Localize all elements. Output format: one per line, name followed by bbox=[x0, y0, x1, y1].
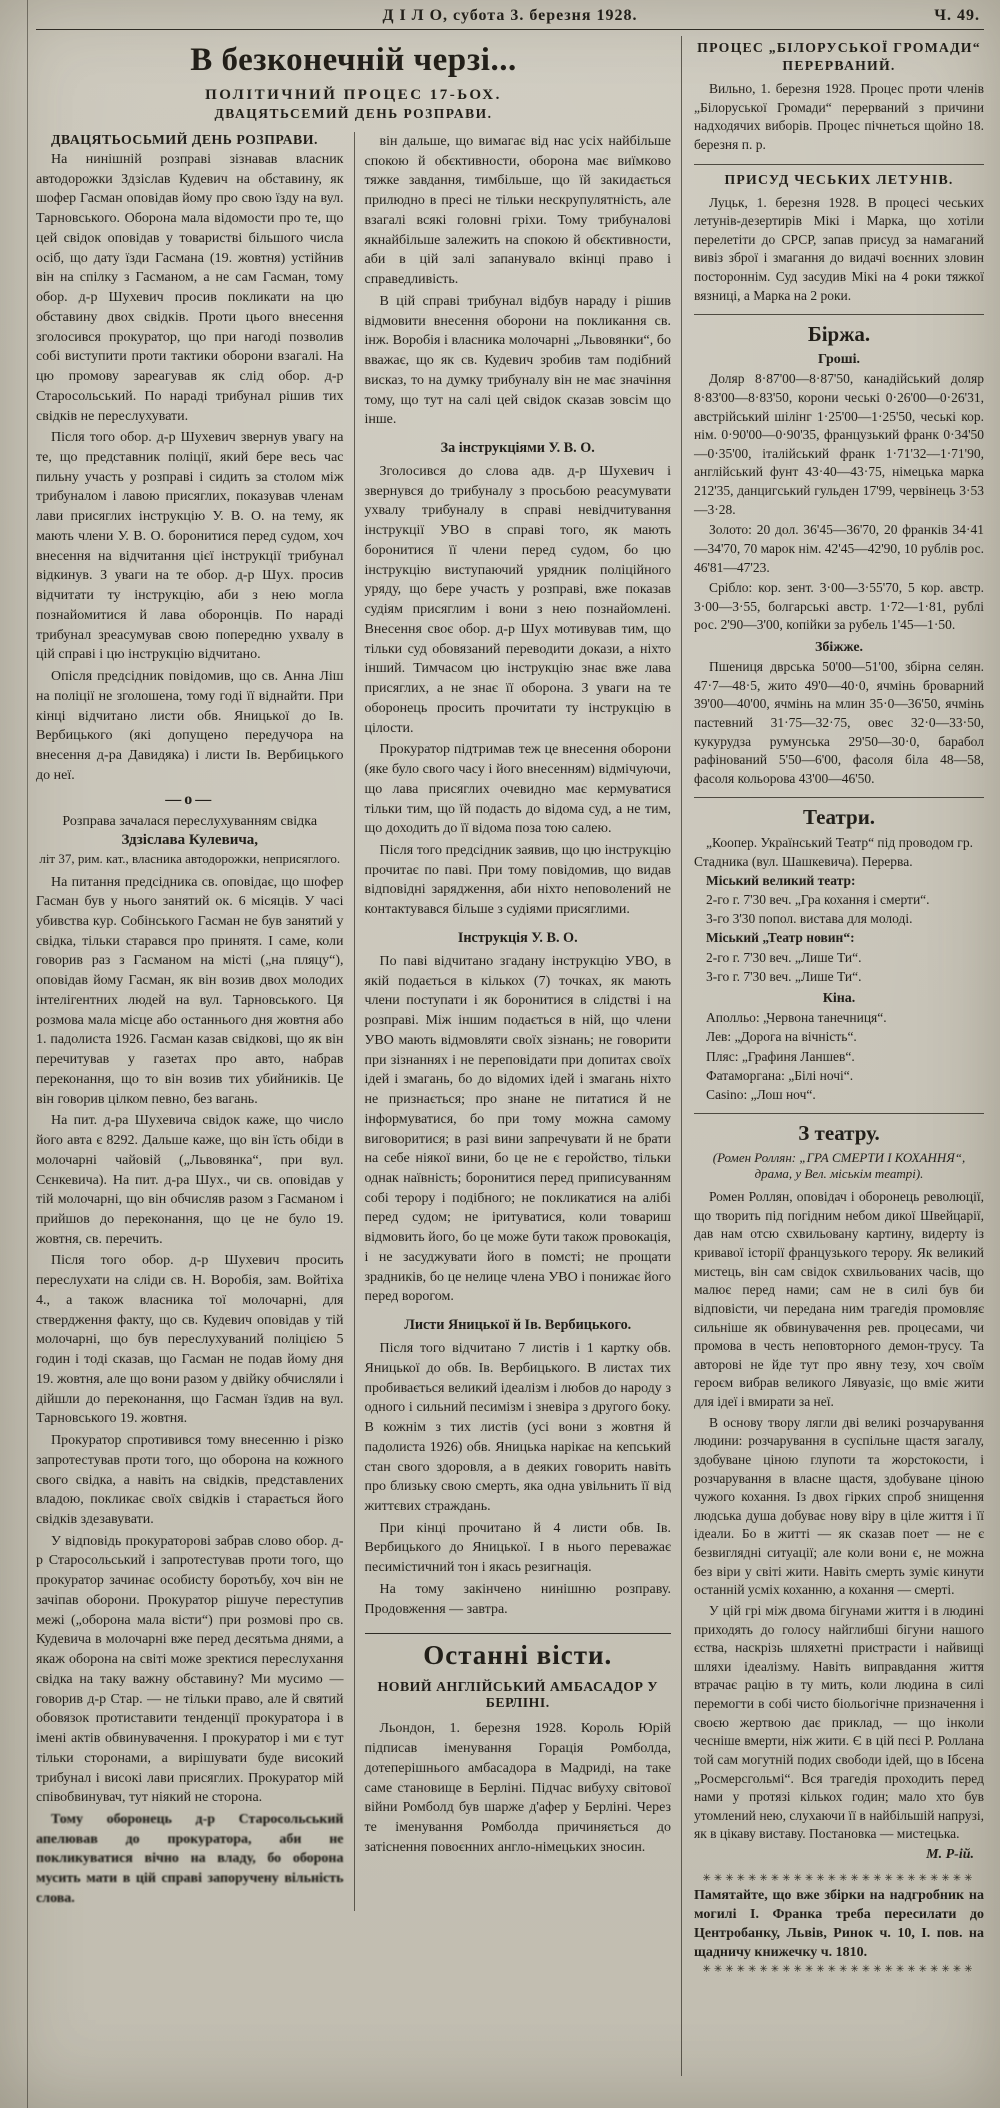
cinema-listing: Лев: „Дорога на вічність“. bbox=[706, 1029, 857, 1045]
crosshead-letters: Листи Яницької й Ів. Вербицького. bbox=[404, 1317, 632, 1334]
section-rule bbox=[694, 1113, 984, 1114]
section-rule bbox=[694, 164, 984, 165]
paragraph: У відповідь прокураторові забрав слово обор. д-р Старосольський і запротестував проти того, що прокуратор зачинає особисту боротьбу, хоч він не зачіпав оборони. Прокуратор рішуче переступив межі („оборона мала вісти“) при розмові про св. Кудевича в молочарні вже перед десятьма днями, а якаж оборона на світі може зректися переслухання свідка на таку важну обставину? Ми мусимо — говорив д-р Стар. — не тільки право, але й святий обовязок протиставити тенденції прокуратора і в імені актів обвинувачення. І прокуратор і ми є тут тільки сторонами, а вирішувати буде високий трибунал і високі лави присяглих. Прокуратор мій співобвинувач, тут ніякий не сторона. bbox=[36, 1533, 344, 1806]
witness-description: літ 37, рим. кат., власника автодорожки, неприсяглого. bbox=[39, 850, 341, 866]
masthead-title bbox=[382, 7, 637, 24]
theatre-listing: 3-го г. 7'30 веч. „Лише Ти“. bbox=[706, 968, 862, 984]
section-separator: —о— bbox=[165, 790, 215, 808]
paragraph: По паві відчитано згадану інструкцію УВО, в якій подається в кількох (7) точках, як мають члени поступати і як боронитися в слідстві і на розправі. Між іншим подається в ній, що члени УВО мають відмовляти своїх зізнань; не говорити при зізнаннях і не переповідати при допитах своїх ідей і змагань, бо до відомих ідей і змагань ніхто не признається; про знане не питатися й не інформуватися, бо при тому можна самому виговоритися; в разі вини запречувати й не брати на себе ніякої вини, бо це не є геройство, тільки однак наївність; боронитися перед приписуванням собі терору і подібного; не покликатися на алібі перед судом; не іритуватися, коли товариш відмовить його, бо це може бути також провокація, і не засуджувати його в помсті; не прощати зрадників, бо це нелице члена УВО і понижає його перед ворогом. bbox=[364, 953, 671, 1305]
review-paragraph: В основу твору лягли дві великі розчарування людини: розчарування в суспільне щастя загалу, здобуване ціною глупоти та жорстокости, і розчарування в власне щастя, здобуване ціною чужого кохання. Із двох гірких спроб знищення людська душа добуває нову віру в ціле життя і її ідеали. Бо в житті — як сказав поет — не є безвиглядні ситуації; але коли вони є, не можна без віри у світі жити. Навіть смерть зуміє кинути останній усміх коханню, а кохання — смерті. bbox=[694, 1414, 984, 1598]
main-headline: В безконечній черзі... bbox=[190, 42, 517, 78]
section-rule bbox=[694, 797, 984, 798]
grain-subtitle: Збіжже. bbox=[814, 640, 864, 655]
review-signature: М. Р-ій. bbox=[926, 1847, 974, 1863]
theatre-review-title: З театру. bbox=[798, 1121, 880, 1146]
review-paragraph: У цій грі між двома бігунами життя і в людині приходять до голосу найглибші бігуни нашого єства, наскрізь шляхетні пристрасти і найвищі шляхи ідеалізму. Навіть виправдання життя втрачає рацію в ту мить, коли людина в силі перемогти в собі чисто біольогічне призначення і своєю жертвою дає приклад, — що інколи чесніше вмерти, ніж жити. Є в цій пєсі Р. Роллана той сам могутній подих свободи ідей, що в Ібсена „Росмерсгольмі“. Вся трагедія проходить перед нами у протязі кількох годин; мало хто був утомлений нею, слухаючи її в найбільшій напрузі, як в цікаву виставу. Постановка — мистецька. bbox=[694, 1602, 984, 1842]
section-rule bbox=[694, 314, 984, 315]
main-article bbox=[36, 36, 681, 2076]
paragraph: Льондон, 1. березня 1928. Король Юрій підписав іменування Горація Ромболда, дотеперішнього амбасадора в Мадриді, на таке саме становище в Берліні. Підчас вибуху світової війни Ромболд був шарже д'афер у Берліні. Через те іменування Ромболда причиняється до затіснення повоєнних англо-німецьких зносин. bbox=[364, 1721, 671, 1855]
theatre-listing: „Коопер. Український Театр“ під проводом гр. Стадника (вул. Шашкевича). Перерва. bbox=[694, 835, 973, 869]
article-column-1 bbox=[36, 132, 354, 1911]
issue-number: Ч. 49. bbox=[934, 7, 980, 24]
silver-rates: Срібло: кор. зент. 3·00—3·55'70, 5 кор. австр. 3·00—3·55, болгарські австр. 1·72—1·81, рублі рос. 2'90—3'00, копійки за рубель 1'45—1·50. bbox=[694, 580, 984, 633]
ad-text: Памятайте, що вже збірки на надгробник на могилі І. Франка треба пересилати до Центробанку, Львів, Ринок ч. 10, І. пов. на щадничу книжечку ч. 1810. bbox=[694, 1888, 984, 1961]
theatre-review-subtitle: (Ромен Роллян: „ГРА СМЕРТИ І КОХАННЯ“, драма, у Вел. міськім театрі). bbox=[712, 1150, 966, 1182]
latest-news-headline: НОВИЙ АНГЛІЙСЬКИЙ АМБАСАДОР У БЕРЛІНІ. bbox=[377, 1679, 659, 1711]
grain-prices: Пшениця дврська 50'00—51'00, збірна селян. 47·7—48·5, жито 49'0—40·0, ячмінь броварний 39'00—40'00, ячмінь на млин 35·0—36'50, ячмінь пастевний 31·75—32·75, овес 32·0—33·50, кукурудза румунська 29'50—30·0, барабол рафінований 5'50—6'00, фасоля біла 48—58, фасоля кольорова 43'00—46'50. bbox=[694, 659, 984, 786]
paragraph: Після того предсідник заявив, що цю інструкцію прочитає по паві. При тому повідомив, що видав відповідні зарядження, аби ніхто неповолений не контактувався більше з судіями присяглими. bbox=[364, 842, 671, 918]
paragraph: Після того обор. д-р Шухевич звернув увагу на те, що представник поліції, який бере весь час пильну участь у розправі і сидить за столом між трибуналом і лавою присяглих, показував членам лави присяглих інструкцію У. В. О. на тему, як мають члени У. В. О. боронитися перед судом, хоч внесення на відчитання цієї інструкції трибунал відкинув. З уваги на те обор. д-р Шух. просив відчитати ту інструкцію, аби з нею могла познайомитися й лава оборонців. По нараді трибунал зреасумував свою попередню ухвалу в цій справі і цю інструкцію відчитано. bbox=[36, 430, 344, 663]
smudged-paragraph: Тому оборонець д-р Старосольський апелював до прокуратора, аби не покликуватися вічно на владу, бо оборона мусить мати в цій справі запоручену вільність слова. bbox=[36, 1812, 344, 1906]
left-edge-rule bbox=[27, 0, 28, 2108]
crosshead-instructions-uvo: За інструкціями У. В. О. bbox=[440, 440, 595, 457]
paragraph: Опісля предсідник повідомив, що св. Анна Ліш на поліції не зголошена, тому годі її віднайти. При кінці відчитано листи обв. Яницької до Ів. Вербицького (які допущено передучора на внесення д-ра Давидяка) і листи Ів. Вербицького до неї. bbox=[36, 669, 344, 783]
right-column bbox=[681, 36, 984, 2076]
crosshead-instruction-text: Інструкція У. В. О. bbox=[457, 929, 578, 946]
paragraph: На пит. д-ра Шухевича свідок каже, що число його авта є 8292. Дальше каже, що він їсть обіди в молочарні чайовій („Львовянка“, при вул. Сєнкевича). На пит. д-ра Шух., чи св. оповідав у тій молочарні, що він обчисляв разом з Гасманом і прийшов до переконання, що це не було 19. жовтня, св. перечить. bbox=[36, 1113, 344, 1247]
page-columns bbox=[36, 36, 984, 2076]
witness-intro: Розправа зачалася переслухуванням свідка bbox=[62, 813, 318, 829]
belarus-trial-title-2: ПЕРЕРВАНИЙ. bbox=[782, 58, 896, 73]
latest-news-title: Останні вісти. bbox=[423, 1640, 613, 1671]
theatre-listing: 2-го г. 7'30 веч. „Лише Ти“. bbox=[706, 949, 862, 965]
article-kicker: ПОЛІТИЧНИЙ ПРОЦЕС 17-ЬОХ. bbox=[205, 87, 502, 103]
masthead-rule bbox=[36, 29, 984, 30]
theatre-name: Міський „Театр новин“: bbox=[706, 930, 855, 946]
cinemas-subtitle: Кіна. bbox=[822, 991, 856, 1007]
article-subhead: ДВАЦЯТЬСЕМИЙ ДЕНЬ РОЗПРАВИ. bbox=[214, 106, 493, 121]
masthead-date: субота 3. березня 1928. bbox=[453, 7, 638, 24]
paragraph: він дальше, що вимагає від нас усіх найбільше спокою й обєктивности, оборона має виїмково тяжке завдання, тимбільше, що їй закидається прилюдно в пресі не тільки нескрупулятність, але взагалі всякі головні гріхи. Тому трибуналові якнайбільше залежить на спокою й обєктивности, аби в цій залі запанувало вкінці право і справедливість. bbox=[364, 134, 671, 288]
theatre-name: Міський великий театр: bbox=[706, 872, 856, 888]
latest-news-rule bbox=[365, 1633, 672, 1634]
review-paragraph: Ромен Роллян, оповідач і оборонець революції, що творить під погідним небом дикої Швейцарії, дав нам отсю схвильовану картину, видерту із кривавої історії французького терору. Як великий мистець, він сам свідок схвильованих часів, що малює перед нами; сам не в силі був би відповісти, чи передана ним трагедія промовляє сильніше як обвинувачення рев. процесами, чи промова в честь неповторного демон-трусу. Та авторові не йде тут про явну тезу, хоч своїм героєм вибрав великого Лявуазіє, що вміє жити для ідеї і вмирати за неї. bbox=[694, 1189, 984, 1410]
money-subtitle: Гроші. bbox=[817, 352, 861, 368]
paragraph: Прокуратор спротивився тому внесенню і різко запротестував проти того, що оборона на кожного свого свідка, а навіть на свідків, представлених владою, покликає своїх свідків і старається його свідків здезавувати. bbox=[36, 1433, 344, 1527]
paragraph: Після того обор. д-р Шухевич просить переслухати на сліди св. Н. Воробія, зам. Войтіха 4., а також власника тої молочарні, для ствердження факту, що св. Кудевич оповідав у тій молочарні, що був переслухуваний поліцією 5 годин і тоді сказав, що Гасман не подав йому дня 19. жовтня, але що вони разом у двійку обчисляли і дійшли до переконання, що Гасман їздив на вул. Тарновського 19. жовтня. bbox=[36, 1253, 344, 1427]
paragraph: Зголосився до слова адв. д-р Шухевич і звернувся до трибуналу з просьбою реасумувати ухвалу трибуналу в справі невідчитування інструкції УВО в справі того, як мають боронитися її члени перед судом, бо цю інструкцію виступаючий урядник поліційного уряду, що бере участь у розправі, вже показав судіям присяглим і вони з нею познайомлені. Внесення своє обор. д-р Шух мотивував тим, що тільки суд обовязаний переводити докази, а ніхто інший. Тимчасом цю інструкцію знає вже лава присяглих, а не знає її оборона. З уваги на те оборонець просить прочитати ту інструкцію в цілости. bbox=[364, 464, 671, 736]
day-lead: ДВАЦЯТЬОСЬМИЙ ДЕНЬ РОЗПРАВИ. bbox=[51, 132, 318, 147]
paragraph: Прокуратор підтримав теж це внесення оборони (яке було свого часу і його внесенням) відмічуючи, що лава присяглих очевидно має кермуватися тільки тим, що їй подасть до відома суд, а не тим, що доходить до її відома поза тою салею. bbox=[364, 742, 671, 837]
stock-exchange-title: Біржа. bbox=[807, 322, 871, 347]
paragraph: Луцьк, 1. березня 1928. В процесі чеських летунів-дезертирів Мікі і Марка, що хотіли перелетіти до СРСР, запав присуд за намаганий вивіз зброї і змагання до видачі воєнних зловин постороннім. Суд засудив Мікі на 4 роки тяжкої вязниці, а Марка на 2 роки. bbox=[694, 194, 984, 303]
cinema-listing: Фатаморгана: „Білі ночі“. bbox=[706, 1067, 854, 1083]
theatre-listing: 2-го г. 7'30 веч. „Гра кохання і смерти“. bbox=[706, 892, 930, 908]
cinema-listing: Пляс: „Графиня Ланшев“. bbox=[706, 1048, 855, 1064]
memorial-fund-ad bbox=[694, 1873, 984, 1975]
ornament-border-bottom: ✳✳✳✳✳✳✳✳✳✳✳✳✳✳✳✳✳✳✳✳✳✳✳✳ bbox=[702, 1964, 976, 1976]
cinema-listing: Casino: „Лош ноч“. bbox=[706, 1087, 816, 1102]
witness-name: Здзіслава Кулевича, bbox=[121, 831, 259, 848]
masthead bbox=[36, 4, 984, 29]
ornament-border-top: ✳✳✳✳✳✳✳✳✳✳✳✳✳✳✳✳✳✳✳✳✳✳✳✳ bbox=[702, 1873, 976, 1885]
paragraph: Після того відчитано 7 листів і 1 картку обв. Яницької до обв. Ів. Вербицького. В листах тих пробивається великий ідеалізм і любов до народу з одного і сильний песимізм і зневіра з другого боку. В кожнім з тих листів (усі вони з жовтня й падолиста 1926) обв. Яницька нарікає на кепський стан свого здоровля, а в деяких говорить навіть про близьку свою смерть, яка одна увільнить її від життєвих страждань. bbox=[364, 1341, 671, 1514]
paragraph: На питання предсідника св. оповідає, що шофер Гасман був у нього занятий ок. 6 місяців. У часі убивства кур. Собінського Гасман не був занятий у свідка, тільки старався про принятя. І саме, коли говорив раз з Гасманом на місті („на пляцу“), оповідав йому Гасман, як він возив двох молодих інтелігентних людей на вул. Тарновського. Ця розмова мала місце або останнього дня жовтня або 1. падолиста 1926. Гасман казав свідкові, що як він перечитував у газетах про авто, набрав переконання, що то він возив тих убийників. Це він говорив цілком певно, без вагань. bbox=[36, 874, 344, 1107]
paragraph: Вильно, 1. березня 1928. Процес проти членів „Білоруської Громади“ перерваний з причини надходячих виборів. Процес пічнеться щойно 18. березня п. р. bbox=[694, 81, 984, 152]
theatre-listing: 3-го 3'30 попол. вистава для молоді. bbox=[706, 911, 913, 927]
paragraph: В цій справі трибунал відбув нараду і рішив відмовити внесення оборони на покликання св. інж. Воробія і власника молочарні „Львовянки“, бо вважає, що як св. Кудевич зробив там подібний висказ, то на думку трибуналу він не має значіння тому, що тут на салі цей свідок сказав зовсім що інше. bbox=[364, 293, 671, 428]
article-column-2 bbox=[354, 132, 672, 1911]
cinema-listing: Аполльо: „Червона танечниця“. bbox=[706, 1010, 887, 1026]
paragraph: На нинішній розправі зізнавав власник автодорожки Здзіслав Кудевич на обставину, як шофер Гасман оповідав йому про свою їзду на вул. Тарновського. Оборона мала відомости про те, що цей свідок оповідав у товаристві більшого числа осіб, що дату їзди Гасмана (19. жовтня) устійнив він на спілку з Гасманом, а не сам Гасман, тому обор. д-р Шухевич просив покликати на цю обставину двох свідків. Проти цього внесення зголосився прокуратор, що при нагоді позволив собі виступити проти тактики оборони взагалі. На цю промову зареагував як слід обор. д-р Старосольський. По нараді трибунал рішив тих свідків не переслухувати. bbox=[36, 152, 344, 424]
paragraph: На тому закінчено нинішню розправу. Продовження — завтра. bbox=[364, 1581, 671, 1617]
article-body bbox=[36, 132, 671, 1911]
theatres-title: Театри. bbox=[802, 805, 876, 830]
czech-pilots-title: ПРИСУД ЧЕСЬКИХ ЛЕТУНІВ. bbox=[724, 171, 954, 187]
currency-rates: Доляр 8·87'00—8·87'50, канадійський доляр 8·83'00—8·83'50, корони чеські 0·26'00—0·26'31, австрійський шілінг 1·25'00—1·25'50, чеські кор. нім. 0·90'00—0·90'35, французький франк 0·34'50—0·35'00, італійський франк 1·71'32—1·71'90, англійський фунт 43·40—43·75, німецька марка 212'35, данцигський гульден 17'99, червінець 3·53—3·28. bbox=[694, 371, 984, 517]
paragraph: При кінці прочитано й 4 листи обв. Ів. Вербицького до Яницької. І в нього переважає песимістичний тон і якась резигнація. bbox=[364, 1520, 671, 1576]
paper-name: Д І Л О, bbox=[382, 7, 449, 24]
belarus-trial-title: ПРОЦЕС „БІЛОРУСЬКОЇ ГРОМАДИ“ bbox=[697, 40, 981, 55]
gold-rates: Золото: 20 дол. 36'45—36'70, 20 франків 34·41—34'70, 70 марок нім. 42'45—42'90, 10 рублів рос. 46'81—47'23. bbox=[694, 522, 984, 575]
